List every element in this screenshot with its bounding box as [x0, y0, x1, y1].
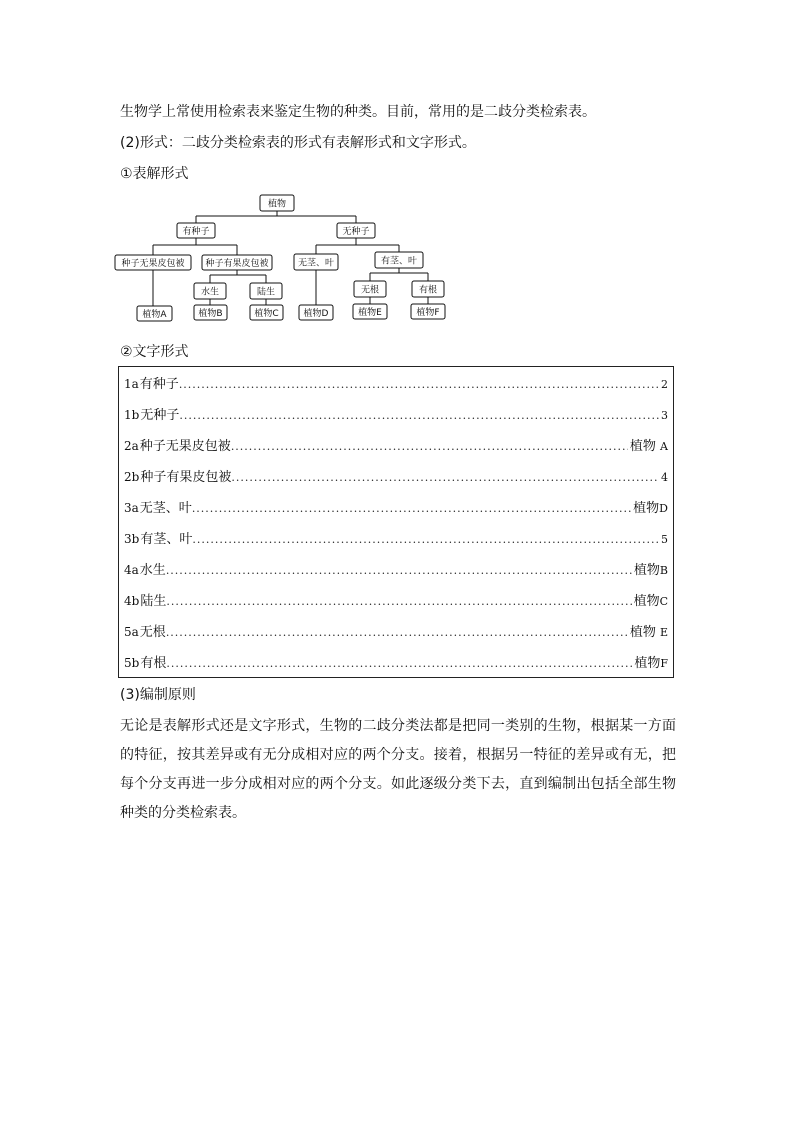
key-row: [124, 467, 668, 487]
key-row: [124, 374, 668, 394]
key-row-text: 种子无果皮包被: [139, 439, 231, 454]
key-row-result: 植物 E: [629, 625, 668, 640]
key-row-text: 有茎、叶: [140, 532, 193, 547]
key-row: [124, 498, 668, 518]
key-row-leader-dots: [231, 468, 659, 488]
key-row-leader-dots: [166, 623, 628, 643]
key-row-result: 3: [661, 409, 668, 422]
dichotomous-key-box: [118, 366, 674, 678]
key-row-text: 无根: [139, 625, 166, 640]
key-row-code: 4b: [124, 594, 140, 608]
key-row-code: 2b: [124, 470, 140, 484]
key-row-text: 无茎、叶: [139, 501, 192, 516]
key-row-result: 4: [661, 471, 668, 484]
section-2-heading: (2)形式：二歧分类检索表的形式有表解形式和文字形式。: [120, 135, 476, 151]
tree-label-no-roots: 无根: [360, 285, 380, 296]
key-row: [124, 653, 668, 673]
tree-label-no-seeds: 无种子: [342, 227, 370, 237]
key-row-code: 2a: [124, 439, 139, 453]
tree-label-seeds-no-pericarp: 种子无果皮包被: [121, 259, 185, 269]
tree-label-leaf-e: 植物E: [358, 308, 382, 318]
tree-label-no-stem-leaf: 无茎、叶: [297, 258, 335, 269]
key-row-text: 无种子: [140, 408, 180, 423]
key-row-code: 4a: [124, 563, 139, 577]
key-row: [124, 622, 668, 642]
key-row-leader-dots: [166, 654, 632, 674]
key-row: [124, 405, 668, 425]
tree-label-leaf-f: 植物F: [416, 308, 440, 318]
section-3-heading: (3)编制原则: [120, 687, 196, 703]
key-row-result: 2: [661, 378, 668, 391]
tree-label-aquatic: 水生: [200, 287, 220, 298]
key-row-result: 5: [661, 533, 668, 546]
tree-label-leaf-b: 植物B: [198, 309, 223, 319]
key-row-text: 种子有果皮包被: [140, 470, 232, 485]
intro-paragraph: 生物学上常使用检索表来鉴定生物的种类。目前，常用的是二歧分类检索表。: [120, 104, 596, 120]
principle-paragraph: 无论是表解形式还是文字形式，生物的二歧分类法都是把同一类别的生物，根据某一方面的特征，按其差异或有无分成相对应的两个分支。接着，根据另一特征的差异或有无，把每个分支再进一步分成相对应的两个分支。如此逐级分类下去，直到编制出包括全部生物种类的分类检索表。: [120, 718, 676, 821]
tree-label-has-stem-leaf: 有茎、叶: [380, 256, 418, 267]
key-row-leader-dots: [192, 499, 631, 519]
key-row: [124, 560, 668, 580]
tree-label-leaf-c: 植物C: [254, 309, 279, 319]
key-row: [124, 436, 668, 456]
key-row-result: 植物D: [633, 501, 668, 516]
tree-label-root: 植物: [267, 199, 287, 210]
key-row-leader-dots: [166, 561, 632, 581]
key-row-leader-dots: [192, 530, 659, 550]
key-row-result: 植物B: [633, 563, 668, 578]
tree-label-terrestrial: 陆生: [256, 287, 276, 298]
key-row: [124, 591, 668, 611]
key-row-result: 植物 A: [629, 439, 668, 454]
tree-label-has-seeds: 有种子: [182, 227, 210, 237]
key-row-text: 陆生: [140, 594, 167, 609]
key-row: [124, 529, 668, 549]
key-row-result: 植物F: [634, 656, 668, 671]
key-row-leader-dots: [179, 375, 659, 395]
key-row-code: 3b: [124, 532, 140, 546]
key-row-leader-dots: [166, 592, 631, 612]
key-row-code: 5a: [124, 625, 139, 639]
key-row-code: 1a: [124, 377, 139, 391]
tree-label-leaf-a: 植物A: [142, 310, 167, 320]
key-row-text: 有根: [140, 656, 167, 671]
form-1-label: ①表解形式: [120, 166, 189, 182]
key-row-leader-dots: [231, 437, 628, 457]
key-row-leader-dots: [179, 406, 659, 426]
form-2-label: ②文字形式: [120, 344, 189, 360]
classification-tree-diagram: [110, 188, 460, 328]
tree-label-has-roots: 有根: [418, 285, 438, 296]
key-row-text: 水生: [139, 563, 166, 578]
tree-label-leaf-d: 植物D: [303, 309, 329, 319]
key-row-code: 1b: [124, 408, 140, 422]
key-row-text: 有种子: [139, 377, 179, 392]
key-row-code: 3a: [124, 501, 139, 515]
key-row-code: 5b: [124, 656, 140, 670]
tree-label-seeds-with-pericarp: 种子有果皮包被: [205, 259, 269, 269]
key-row-result: 植物C: [633, 594, 668, 609]
